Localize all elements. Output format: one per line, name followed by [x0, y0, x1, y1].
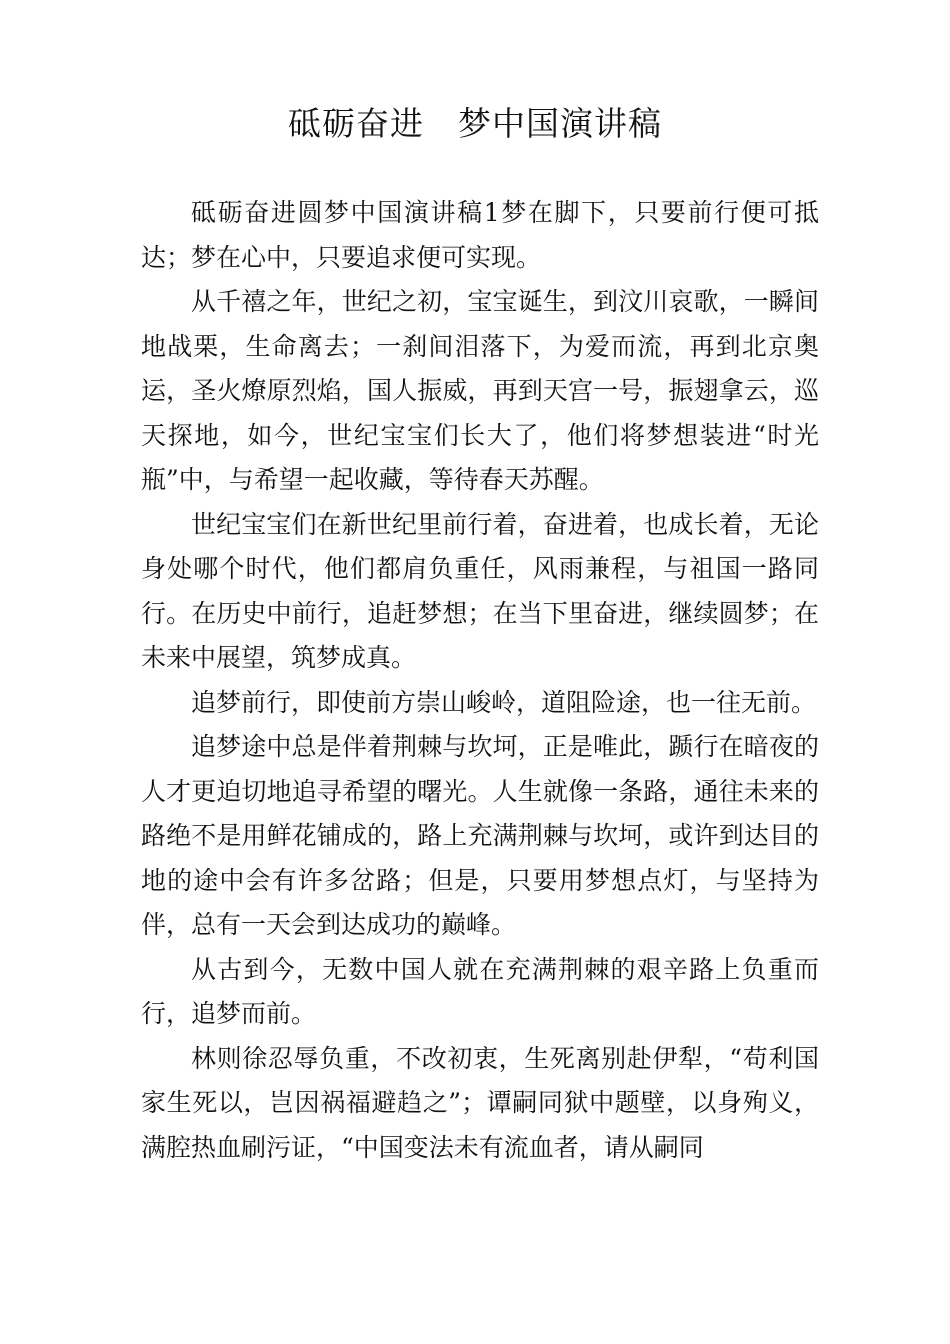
paragraph: 林则徐忍辱负重，不改初衷，生死离别赴伊犁，“苟利国家生死以，岂因祸福避趋之”；谭嗣同狱中题壁，以身殉义，满腔热血刷污证，“中国变法未有流血者，请从嗣同 — [141, 1043, 819, 1162]
paragraph: 从古到今，无数中国人就在充满荆棘的艰辛路上负重而行，追梦而前。 — [141, 954, 819, 1028]
paragraph: 从千禧之年，世纪之初，宝宝诞生，到汶川哀歌，一瞬间地战栗，生命离去；一刹间泪落下，为爱而流，再到北京奥运，圣火燎原烈焰，国人振威，再到天宫一号，振翅拿云，巡天探地，如今，世纪宝宝们长大了，他们将梦想装进“时光瓶”中，与希望一起收藏，等待春天苏醒。 — [141, 287, 819, 494]
paragraph: 追梦前行，即使前方崇山峻岭，道阻险途，也一往无前。 — [191, 687, 817, 717]
paragraph: 砥砺奋进圆梦中国演讲稿1梦在脚下，只要前行便可抵达；梦在心中，只要追求便可实现。 — [141, 198, 819, 272]
document-body — [141, 191, 819, 1170]
document-title: 砥砺奋进 梦中国演讲稿 — [288, 104, 662, 143]
paragraph: 追梦途中总是伴着荆棘与坎坷，正是唯此，踬行在暗夜的人才更迫切地追寻希望的曙光。人生就像一条路，通往未来的路绝不是用鲜花铺成的，路上充满荆棘与坎坷，或许到达目的地的途中会有许多岔路；但是，只要用梦想点灯，与坚持为伴，总有一天会到达成功的巅峰。 — [141, 732, 819, 939]
paragraph: 世纪宝宝们在新世纪里前行着，奋进着，也成长着，无论身处哪个时代，他们都肩负重任，风雨兼程，与祖国一路同行。在历史中前行，追赶梦想；在当下里奋进，继续圆梦；在未来中展望，筑梦成真。 — [141, 509, 819, 672]
